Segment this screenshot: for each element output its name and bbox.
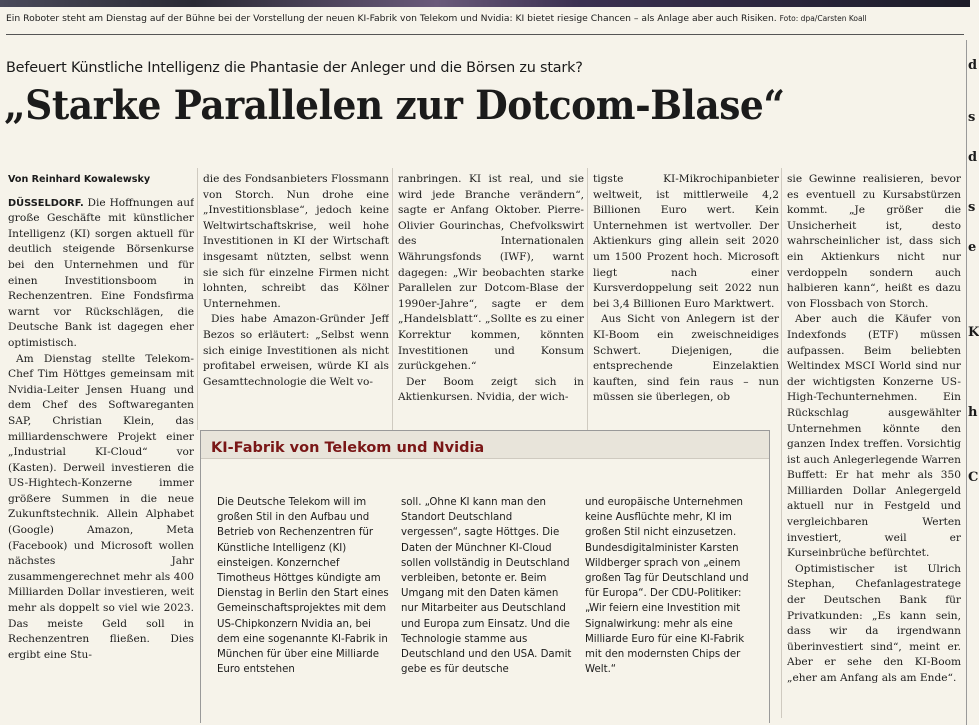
column-rule (392, 168, 393, 430)
article-paragraph: tigste KI-Mikrochipanbieter weltweit, ist mittlerweile 4,2 Billionen Euro wert. Kein Unternehmen ist wertvoller. Der Aktienkurs ging allein seit 2020 um 1500 Prozent hoch. Microsoft liegt nach einer Kursverdoppelung seit 2022 nun bei 3,4 Billionen Euro Marktwert. (593, 173, 779, 310)
column-rule (197, 168, 198, 430)
article-column-5 (787, 172, 961, 724)
caption-text: Ein Roboter steht am Dienstag auf der Bühne bei der Vorstellung der neuen KI-Fabrik von Telekom und Nvidia: KI bietet riesige Chancen – als Anlage aber auch Risiken. (6, 13, 777, 24)
article-column-4 (593, 172, 779, 424)
edge-letter: d (968, 58, 978, 73)
article-paragraph: Der Boom zeigt sich in Aktienkursen. Nvidia, der wich- (398, 375, 584, 404)
divider (6, 34, 964, 35)
dateline: DÜSSELDORF. (8, 197, 84, 209)
article-column-2 (203, 172, 389, 424)
article-paragraph (8, 196, 194, 352)
info-box-column-3 (585, 495, 759, 721)
next-page-edge (966, 40, 979, 725)
info-box-column-2 (401, 495, 575, 721)
photo-strip (0, 0, 970, 7)
article-paragraph: sie Gewinne realisieren, bevor es eventuell zu Kursabstürzen kommt. „Je größer die Unsicherheit ist, desto wahrscheinlicher ist, dass sich ein Aktienkurs nicht nur verdoppeln sondern auch halbieren kann“, heißt es dazu von Flossbach von Storch. (787, 173, 961, 310)
kicker: Befeuert Künstliche Intelligenz die Phantasie der Anleger und die Börsen zu stark? (6, 60, 583, 76)
edge-letter: h (968, 405, 978, 420)
caption-credit: Foto: dpa/Carsten Koall (779, 14, 867, 23)
headline: „Starke Parallelen zur Dotcom-Blase“ (4, 82, 785, 129)
article-paragraph: Dies habe Amazon-Gründer Jeff Bezos so erläutert: „Selbst wenn sich einige Investitionen als nicht profitabel erweisen, würde KI als Gesamttechnologie die Welt vo- (203, 313, 389, 388)
photo-caption (6, 12, 956, 25)
info-box-column-1 (217, 495, 391, 721)
edge-letter: s (968, 110, 976, 125)
info-box-title: KI-Fabrik von Telekom und Nvidia (201, 431, 769, 459)
info-box-text: und europäische Unternehmen keine Ausflüchte mehr, KI im großen Stil nicht einzusetzen. Bundesdigitalminister Karsten Wildberger sprach von „einem großen Tag für Deutschland und für Europa“. Der CDU-Politiker: „Wir feiern eine Investition mit Signalwirkung: mehr als eine Milliarde Euro für eine KI-Fabrik mit den modernsten Chips der Welt.“ (585, 497, 749, 676)
article-column-1 (8, 172, 194, 724)
edge-letter: d (968, 150, 978, 165)
article-paragraph: ranbringen. KI ist real, und sie wird jede Branche verändern“, sagte er Anfang Oktober. Pierre-Olivier Gourinchas, Chefvolkswirt des Internationalen Währungsfonds (IWF), warnt dagegen: „Wir beobachten starke Parallelen zur Dotcom-Blase der 1990er-Jahre“, sagte er dem „Handelsblatt“. „Sollte es zu einer Korrektur kommen, könnten Investitionen und Konsum zurückgehen.“ (398, 173, 584, 373)
edge-letter: e (968, 240, 977, 255)
info-box (200, 430, 770, 723)
info-box-text: Die Deutsche Telekom will im großen Stil in den Aufbau und Betrieb von Rechenzentren für Künstliche Intelligenz (KI) einsteigen. Konzernchef Timotheus Höttges kündigte am Dienstag in Berlin den Start eines Gemeinschaftsprojektes mit dem US-Chipkonzern Nvidia an, bei dem eine sogenannte KI-Fabrik in München für über eine Milliarde Euro entstehen (217, 497, 389, 676)
article-paragraph: Am Dienstag stellte Telekom-Chef Tim Höttges gemeinsam mit Nvidia-Leiter Jensen Huang und dem Chef des Softwareganten SAP, Christian Klein, das milliardenschwere Projekt einer „Industrial KI-Cloud“ vor (Kasten). Derweil investieren die US-Hightech-Konzerne immer größere Summen in die neue Zukunftstechnik. Allein Alphabet (Google) Amazon, Meta (Facebook) und Microsoft wollen nächstes Jahr zusammengerechnet mehr als 400 Milliarden Dollar investieren, weit mehr als doppelt so viel wie 2023. Das meiste Geld soll in Rechenzentren fließen. Dies ergibt eine Stu- (8, 352, 194, 661)
article-paragraph: Aus Sicht von Anlegern ist der KI-Boom ein zweischneidiges Schwert. Diejenigen, die entsprechende Einzelaktien kauften, sind fein raus – nun müssen sie überlegen, ob (593, 313, 779, 404)
article-column-3 (398, 172, 584, 424)
edge-letter: K (968, 325, 979, 340)
edge-letter: s (968, 200, 976, 215)
column-rule (587, 168, 588, 430)
article-paragraph: die des Fondsanbieters Flossmann von Storch. Nun drohe eine „Investitionsblase“, jedoch keine Weltwirtschaftskrise, weil hohe Investitionen in KI der Wirtschaft insgesamt nützten, selbst wenn sie sich für einzelne Firmen nicht lohnten, schreibt das Kölner Unternehmen. (203, 173, 389, 310)
paragraph-text: Die Hoffnungen auf große Geschäfte mit künstlicher Intelligenz (KI) sorgen aktuell für deutlich steigende Börsenkurse bei den Unternehmen und für einen Investitionsboom in Rechenzentren. Eine Fondsfirma warnt vor Rückschlägen, die Deutsche Bank ist dagegen eher optimistisch. (8, 196, 194, 349)
edge-letter: C (968, 470, 979, 485)
byline: Von Reinhard Kowalewsky (8, 174, 151, 185)
article-paragraph: Aber auch die Käufer von Indexfonds (ETF) müssen aufpassen. Beim beliebten Weltindex MSCI World sind nur der wichtigsten Konzerne US-High-Techunternehmen. Ein Rückschlag ausgewählter Unternehmen könnte den ganzen Index treffen. Vorsichtig ist auch Anlegerlegende Warren Buffett: Er hat mehr als 350 Milliarden Dollar Anlegergeld aktuell nur in Festgeld und vergleichbaren Werten investiert, weil er Kurseinbrüche befürchtet. (787, 313, 961, 560)
column-rule (781, 168, 782, 718)
info-box-text: soll. „Ohne KI kann man den Standort Deutschland vergessen“, sagte Höttges. Die Daten der Münchner KI-Cloud sollen vollständig in Deutschland verbleiben, betonte er. Beim Umgang mit den Daten kämen nur Mitarbeiter aus Deutschland und Europa zum Einsatz. Und die Technologie stamme aus Deutschland und den USA. Damit gebe es für deutsche (401, 497, 572, 676)
article-paragraph: Optimistischer ist Ulrich Stephan, Chefanlagestratege der Deutschen Bank für Privatkunden: „Es kann sein, dass wir da irgendwann überinvestiert sind“, meint er. Aber er sehe den KI-Boom „eher am Anfang als am Ende“. (787, 562, 961, 684)
